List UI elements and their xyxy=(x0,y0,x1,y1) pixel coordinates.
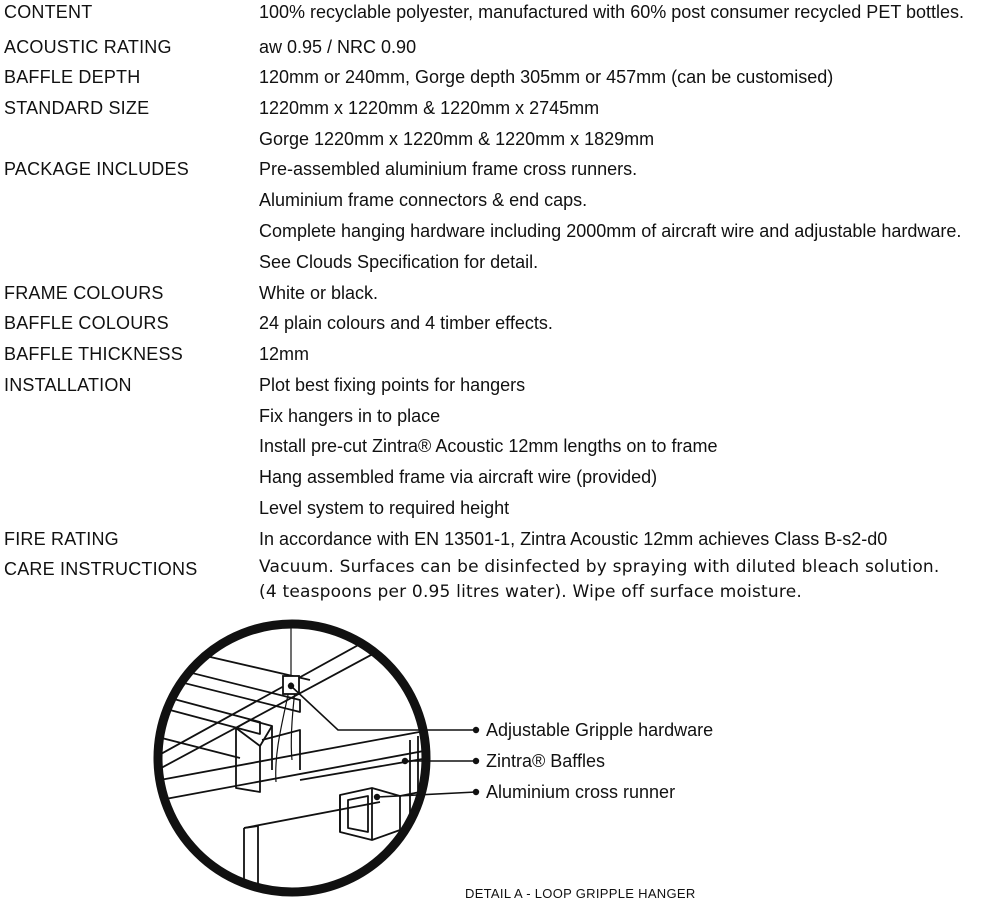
package-includes-item: Pre-assembled aluminium frame cross runners. xyxy=(259,159,638,179)
care-instructions-value: (4 teaspoons per 0.95 litres water). Wipe off surface moisture. xyxy=(259,582,802,602)
content-value: 100% recyclable polyester, manufactured with 60% post consumer recycled PET bottles. xyxy=(259,2,965,22)
installation-step: Hang assembled frame via aircraft wire (provided) xyxy=(259,467,658,487)
baffle-depth-value: 120mm or 240mm, Gorge depth 305mm or 457mm (can be customised) xyxy=(259,67,834,87)
installation-step: Install pre-cut Zintra® Acoustic 12mm lengths on to frame xyxy=(259,436,718,456)
baffle-colours-label: BAFFLE COLOURS xyxy=(4,313,169,333)
package-includes-item: See Clouds Specification for detail. xyxy=(259,252,539,272)
package-includes-label: PACKAGE INCLUDES xyxy=(4,159,189,179)
acoustic-rating-label: ACOUSTIC RATING xyxy=(4,37,172,57)
standard-size-label: STANDARD SIZE xyxy=(4,98,150,118)
frame-colours-value: White or black. xyxy=(259,283,379,303)
callout-dots xyxy=(288,683,479,800)
care-instructions-label: CARE INSTRUCTIONS xyxy=(4,559,198,579)
callout-gripple-hardware: Adjustable Gripple hardware xyxy=(486,720,714,740)
baffle-thickness-value: 12mm xyxy=(259,344,310,364)
diagram-caption: DETAIL A - LOOP GRIPPLE HANGER xyxy=(465,886,696,901)
installation-step: Plot best fixing points for hangers xyxy=(259,375,526,395)
baffle-colours-value: 24 plain colours and 4 timber effects. xyxy=(259,313,553,333)
callout-leaders xyxy=(291,686,476,797)
care-instructions-value: Vacuum. Surfaces can be disinfected by spraying with diluted bleach solution. xyxy=(259,557,940,577)
standard-size-value: 1220mm x 1220mm & 1220mm x 2745mm xyxy=(259,98,600,118)
fire-rating-value: In accordance with EN 13501-1, Zintra Acoustic 12mm achieves Class B-s2-d0 xyxy=(259,529,888,549)
package-includes-item: Complete hanging hardware including 2000mm of aircraft wire and adjustable hardware. xyxy=(259,221,962,241)
package-includes-item: Aluminium frame connectors & end caps. xyxy=(259,190,588,210)
baffle-thickness-label: BAFFLE THICKNESS xyxy=(4,344,183,364)
installation-step: Fix hangers in to place xyxy=(259,406,441,426)
callout-aluminium-cross-runner: Aluminium cross runner xyxy=(486,782,676,802)
content-label: CONTENT xyxy=(4,2,93,22)
acoustic-rating-value: aw 0.95 / NRC 0.90 xyxy=(259,37,417,57)
baffle-depth-label: BAFFLE DEPTH xyxy=(4,67,141,87)
installation-step: Level system to required height xyxy=(259,498,510,518)
standard-size-value: Gorge 1220mm x 1220mm & 1220mm x 1829mm xyxy=(259,129,655,149)
fire-rating-label: FIRE RATING xyxy=(4,529,119,549)
callout-zintra-baffles: Zintra® Baffles xyxy=(486,751,605,771)
frame-colours-label: FRAME COLOURS xyxy=(4,283,164,303)
installation-label: INSTALLATION xyxy=(4,375,132,395)
